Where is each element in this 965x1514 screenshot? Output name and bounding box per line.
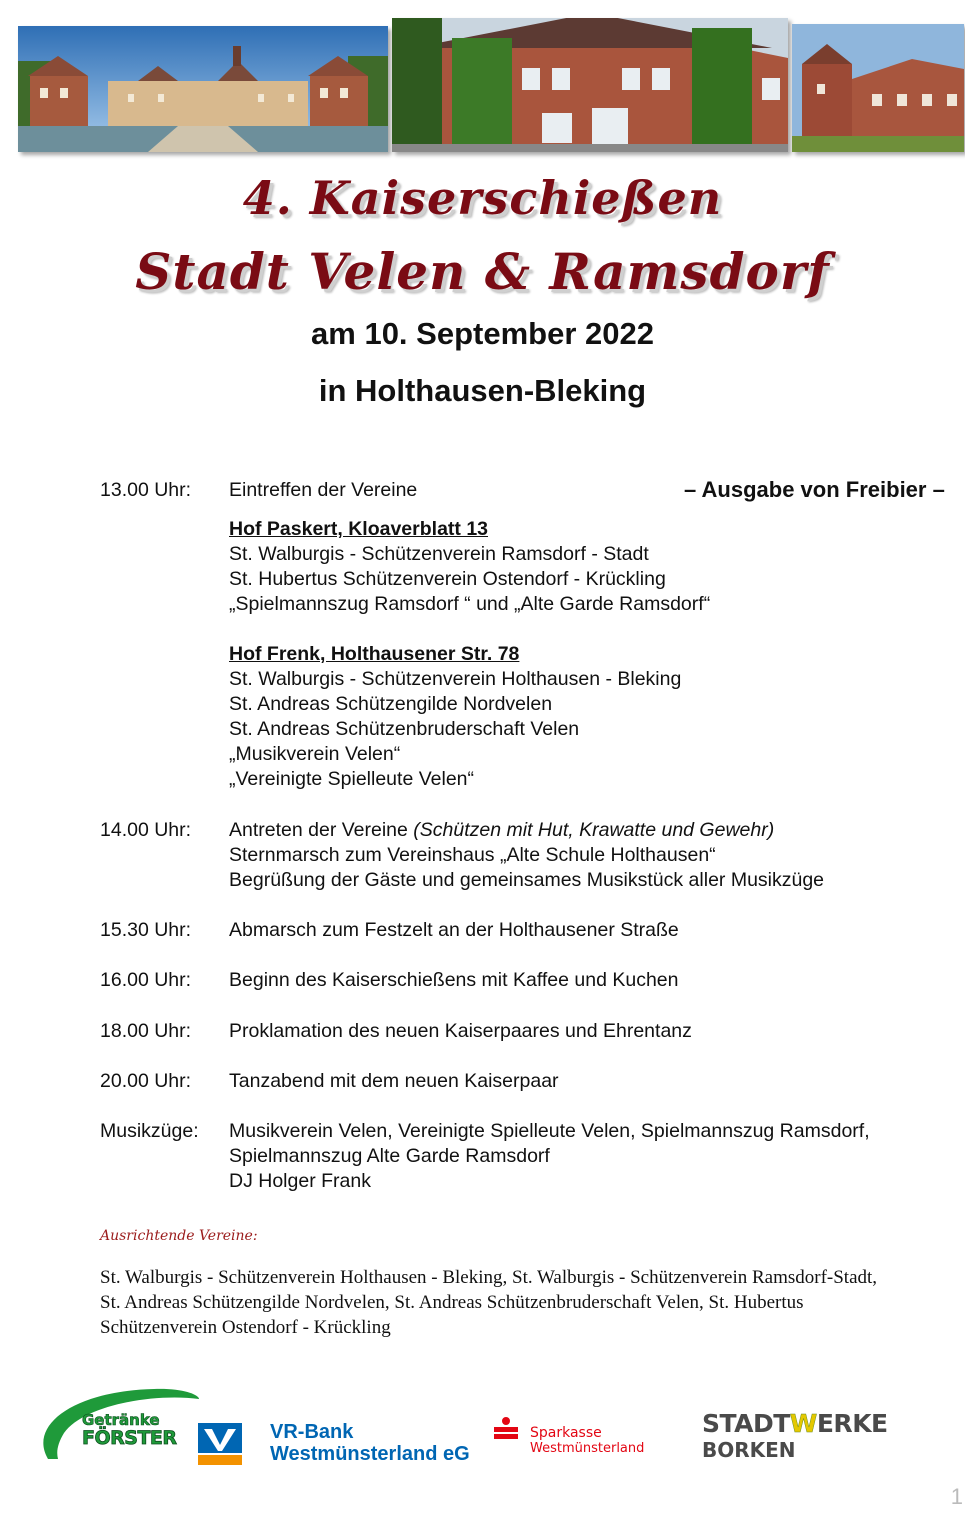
schedule-time: 16.00 Uhr:	[100, 969, 192, 991]
organizers-label: Ausrichtende Vereine:	[100, 1228, 258, 1244]
event-location: in Holthausen-Bleking	[318, 373, 647, 408]
vr-bank-icon	[198, 1423, 242, 1465]
photo-brick-building	[392, 18, 788, 152]
sponsor-vrbank-line1: VR-Bank	[270, 1421, 354, 1443]
sponsor-sparkasse-line1: Sparkasse	[530, 1425, 602, 1441]
photo-castle-velen	[18, 26, 388, 152]
sponsor-stadtwerke	[702, 1409, 888, 1461]
list-item: „Spielmannszug Ramsdorf “ und „Alte Garde Ramsdorf“	[229, 593, 711, 615]
list-item: St. Walburgis - Schützenverein Ramsdorf - Stadt	[229, 543, 649, 565]
schedule-desc	[229, 818, 959, 893]
schedule-time: 13.00 Uhr:	[100, 479, 192, 501]
schedule-time: 18.00 Uhr:	[100, 1020, 192, 1042]
list-item: St. Walburgis - Schützenverein Holthausen - Bleking	[229, 668, 682, 690]
schedule-text: Eintreffen der Vereine	[229, 479, 418, 501]
sponsor-stadtwerke-part2: ERKE	[816, 1409, 888, 1438]
schedule-text: DJ Holger Frank	[229, 1170, 371, 1192]
schedule-text: Proklamation des neuen Kaiserpaares und Ehrentanz	[229, 1020, 692, 1042]
sponsor-logos	[30, 1385, 930, 1475]
list-item: St. Hubertus Schützenverein Ostendorf - Krückling	[229, 568, 666, 590]
schedule-text: Sternmarsch zum Vereinshaus „Alte Schule Holthausen“	[229, 844, 716, 866]
sponsor-foerster-line1: Getränke	[82, 1411, 160, 1429]
schedule-text: Musikverein Velen, Vereinigte Spielleute Velen, Spielmannszug Ramsdorf,	[229, 1120, 870, 1142]
sponsor-stadtwerke-line2: BORKEN	[702, 1438, 796, 1462]
event-date: am 10. September 2022	[311, 316, 654, 351]
schedule-text-note: (Schützen mit Hut, Krawatte und Gewehr)	[413, 819, 775, 841]
sponsor-vrbank-line2: Westmünsterland eG	[270, 1443, 470, 1465]
schedule-desc	[229, 478, 959, 792]
sponsor-sparkasse-line2: Westmünsterland	[530, 1441, 645, 1456]
sparkasse-icon	[492, 1417, 522, 1441]
schedule-label: Musikzüge:	[100, 1120, 199, 1142]
schedule-text-main: Antreten der Vereine	[229, 819, 414, 841]
schedule-text: Abmarsch zum Festzelt an der Holthausener Straße	[229, 919, 679, 941]
event-title: 4. Kaiserschießen	[242, 171, 723, 225]
schedule-text: Begrüßung der Gäste und gemeinsames Musikstück aller Musikzüge	[229, 869, 825, 891]
sponsor-stadtwerke-part1: STADT	[702, 1409, 790, 1438]
sponsor-sparkasse	[530, 1425, 644, 1457]
schedule-text	[229, 818, 959, 843]
sponsor-vrbank	[270, 1421, 470, 1465]
schedule-time: 20.00 Uhr:	[100, 1070, 192, 1092]
photo-castle-ramsdorf	[792, 24, 964, 152]
schedule-text: Spielmannszug Alte Garde Ramsdorf	[229, 1145, 550, 1167]
header-photo-strip	[14, 18, 964, 156]
sponsor-foerster-line2: FÖRSTER	[82, 1427, 177, 1449]
schedule-time: 14.00 Uhr:	[100, 819, 192, 841]
schedule-desc	[229, 1119, 959, 1194]
hof-frenk-heading: Hof Frenk, Holthausener Str. 78	[229, 643, 520, 665]
list-item: St. Andreas Schützengilde Nordvelen	[229, 693, 553, 715]
list-item: „Vereinigte Spielleute Velen“	[229, 768, 474, 790]
page-number: 1	[950, 1484, 963, 1509]
list-item: St. Andreas Schützenbruderschaft Velen	[229, 718, 580, 740]
sponsor-foerster-logo	[34, 1385, 199, 1463]
hof-paskert-heading: Hof Paskert, Kloaverblatt 13	[229, 518, 489, 540]
event-subtitle: Stadt Velen & Ramsdorf	[135, 242, 830, 301]
sponsor-stadtwerke-w: W	[789, 1409, 817, 1438]
schedule-text: Tanzabend mit dem neuen Kaiserpaar	[229, 1070, 559, 1092]
list-item: „Musikverein Velen“	[229, 743, 401, 765]
organizers-text: St. Walburgis - Schützenverein Holthausen - Bleking, St. Walburgis - Schützenverein Ramsdorf-Stadt, St. Andreas Schützengilde Nordvelen, St. Andreas Schützenbruderschaft Velen, St. Hubertus Schützenverein Ostendorf - Krückling	[100, 1267, 878, 1338]
sponsor-stadtwerke-line1	[702, 1409, 888, 1439]
schedule-time: 15.30 Uhr:	[100, 919, 192, 941]
schedule-text: Beginn des Kaiserschießens mit Kaffee und Kuchen	[229, 969, 679, 991]
freibier-highlight: – Ausgabe von Freibier –	[684, 477, 945, 502]
